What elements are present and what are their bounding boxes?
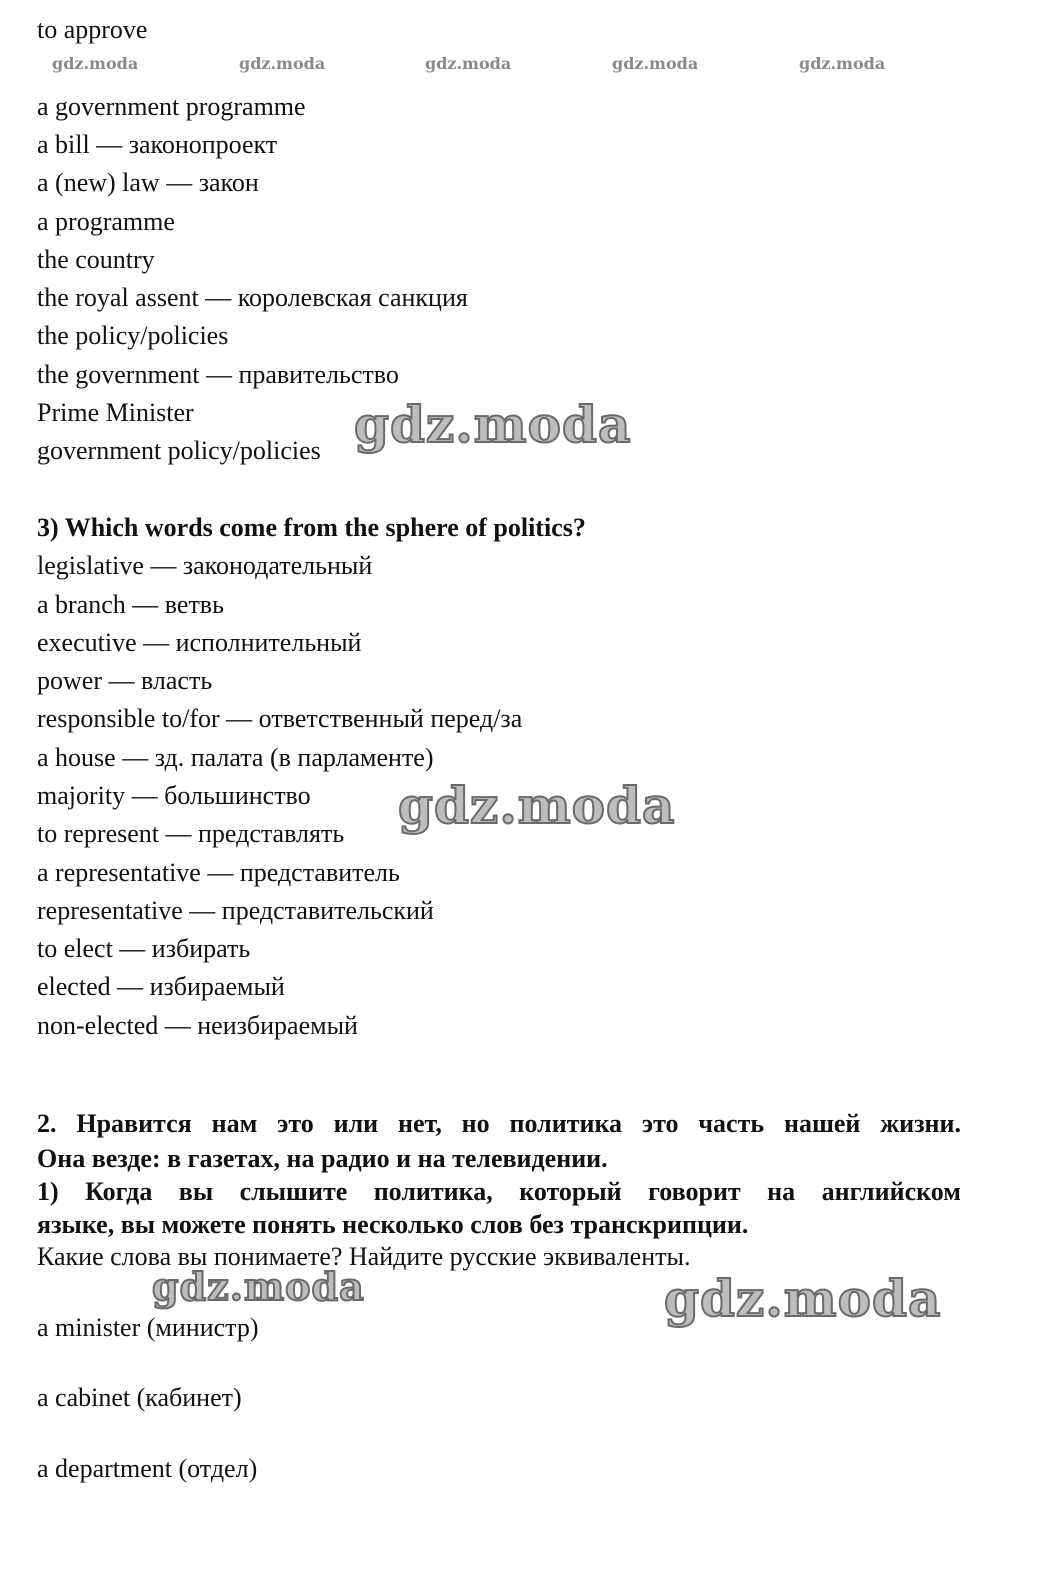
watermark: gdz.moda (152, 1264, 365, 1309)
list-item: power — власть (37, 666, 213, 695)
watermark: gdz.moda (425, 54, 512, 73)
list-item: majority — большинство (37, 781, 311, 810)
list-item: a government programme (37, 92, 306, 121)
list-item: representative — представительский (37, 896, 434, 925)
list-item: the royal assent — королевская санкция (37, 283, 468, 312)
list-item: the policy/policies (37, 321, 229, 350)
subtask-line: языке, вы можете понять несколько слов без транскрипции. (37, 1210, 749, 1239)
task-intro-line: Она везде: в газетах, на радио и на телевидении. (37, 1144, 608, 1173)
list-item: to represent — представлять (37, 819, 345, 848)
answer-item: a minister (министр) (37, 1313, 259, 1342)
answer-item: a cabinet (кабинет) (37, 1383, 242, 1412)
section-heading: 3) Which words come from the sphere of politics? (37, 513, 586, 542)
watermark: gdz.moda (354, 395, 632, 454)
watermark: gdz.moda (612, 54, 699, 73)
list-item: a house — зд. палата (в парламенте) (37, 743, 434, 772)
list-item: a representative — представитель (37, 858, 400, 887)
list-item: to approve (37, 15, 148, 44)
list-item: to elect — избирать (37, 934, 251, 963)
watermark: gdz.moda (799, 54, 886, 73)
answer-item: a department (отдел) (37, 1454, 258, 1483)
list-item: a (new) law — закон (37, 168, 259, 197)
watermark: gdz.moda (52, 54, 139, 73)
watermark: gdz.moda (398, 776, 676, 835)
list-item: responsible to/for — ответственный перед/за (37, 704, 523, 733)
list-item: a bill — законопроект (37, 130, 278, 159)
list-item: non-elected — неизбираемый (37, 1011, 358, 1040)
list-item: a branch — ветвь (37, 590, 224, 619)
list-item: government policy/policies (37, 436, 321, 465)
list-item: the government — правительство (37, 360, 399, 389)
question-text: Какие слова вы понимаете? Найдите русские эквиваленты. (37, 1242, 691, 1271)
list-item: elected — избираемый (37, 972, 285, 1001)
task-intro-line: 2. Нравится нам это или нет, но политика это часть нашей жизни. (37, 1109, 961, 1138)
watermark: gdz.moda (664, 1269, 942, 1328)
list-item: a programme (37, 207, 175, 236)
watermark: gdz.moda (239, 54, 326, 73)
list-item: legislative — законодательный (37, 551, 373, 580)
list-item: the country (37, 245, 155, 274)
list-item: executive — исполнительный (37, 628, 362, 657)
subtask-line: 1) Когда вы слышите политика, который говорит на английском (37, 1177, 961, 1206)
list-item: Prime Minister (37, 398, 194, 427)
